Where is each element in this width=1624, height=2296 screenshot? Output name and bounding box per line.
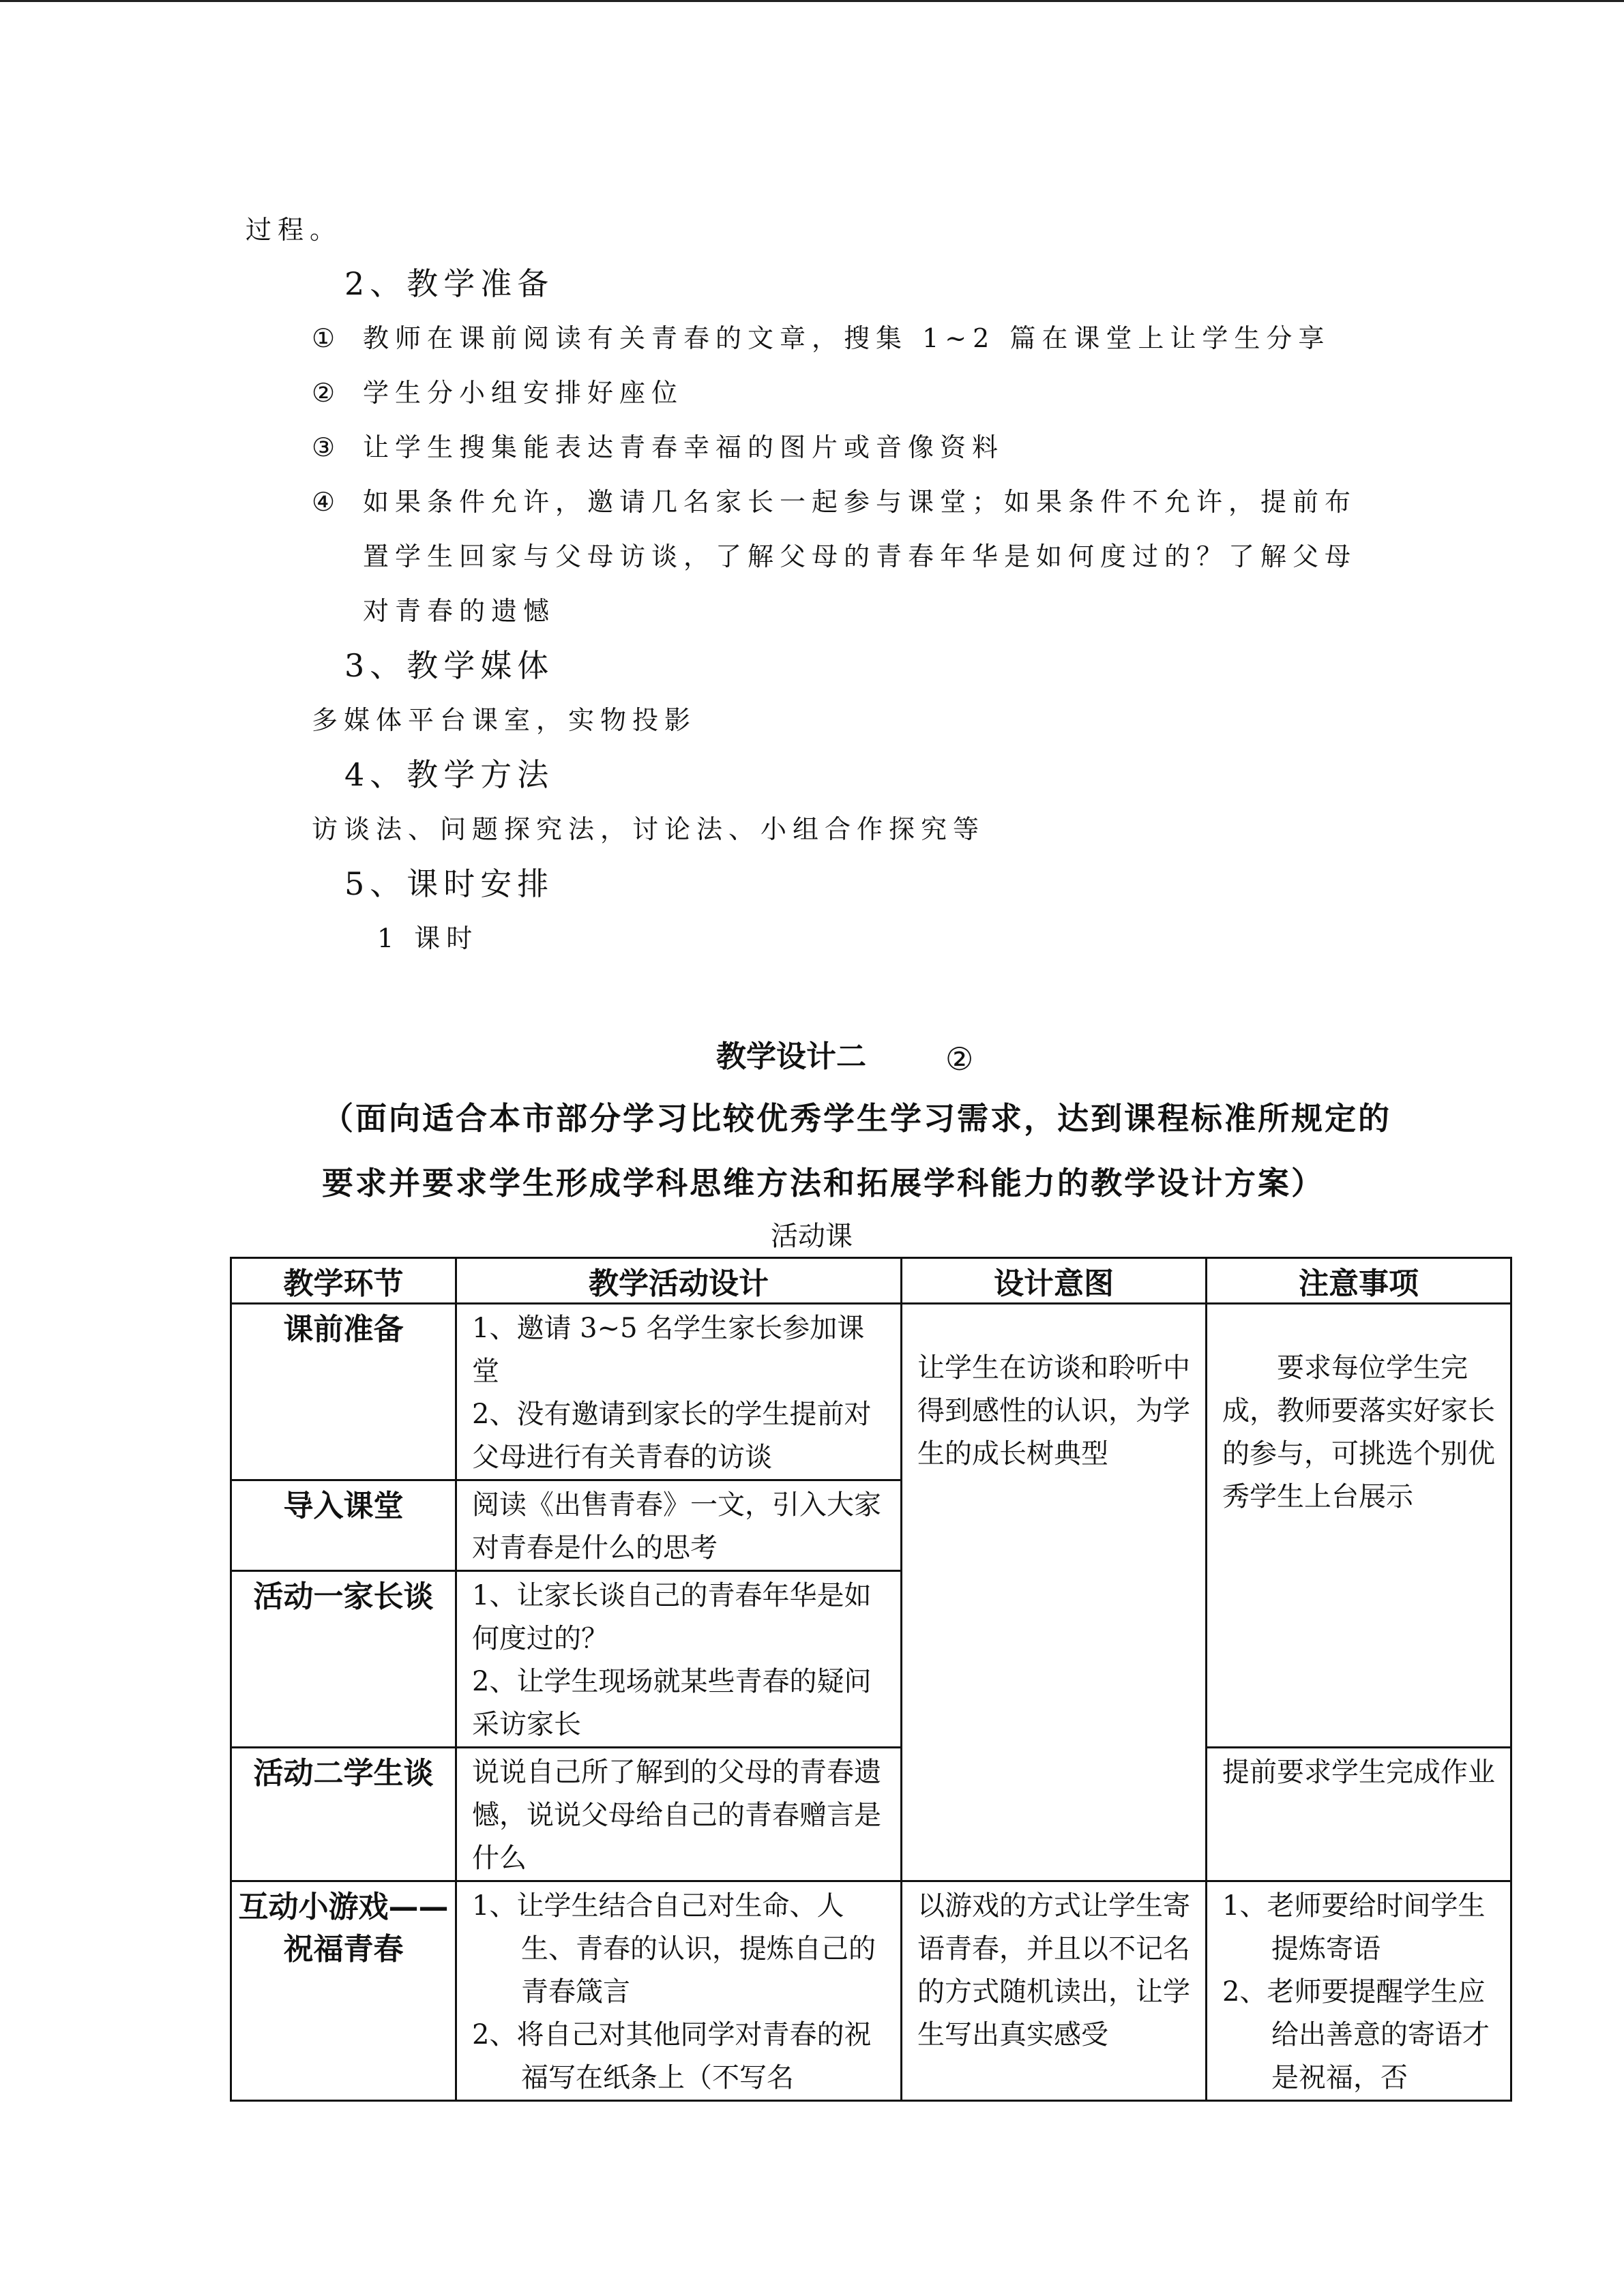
intent-cell — [902, 1304, 1207, 1881]
notes-cell — [1207, 1748, 1511, 1881]
section-heading-prep: 2、教学准备 — [344, 265, 555, 302]
section-heading-schedule: 5、课时安排 — [344, 865, 555, 902]
design-title-marker: ② — [945, 1041, 974, 1077]
section-heading-media: 3、教学媒体 — [344, 647, 555, 684]
table-caption: 活动课 — [771, 1221, 853, 1252]
activity-cell — [456, 1881, 902, 2101]
item-text: 老师要提醒学生应给出善意的寄语才是祝福，否 — [1267, 1976, 1490, 2093]
list-item: 让学生搜集能表达青春幸福的图片或音像资料 — [363, 432, 1005, 462]
design-title: 教学设计二 — [716, 1039, 866, 1074]
activity-cell — [456, 1480, 902, 1571]
intent-cell — [902, 1881, 1207, 2101]
activity-line: 2、让学生现场就某些青春的疑问采访家长 — [472, 1666, 872, 1740]
list-marker: ④ — [312, 487, 342, 517]
stage-label: 活动二学生谈 — [253, 1756, 434, 1791]
item-text: 老师要给时间学生提炼寄语 — [1267, 1890, 1486, 1965]
notes-text: 要求每位学生完成，教师要落实好家长的参与，可挑选个别优秀学生上台展示 — [1222, 1352, 1495, 1512]
stage-cell — [231, 1480, 456, 1571]
stage-cell — [231, 1881, 456, 2101]
column-header: 教学活动设计 — [456, 1258, 902, 1304]
notes-numbered-item — [1222, 1885, 1498, 1971]
column-header: 教学环节 — [231, 1258, 456, 1304]
notes-text: 提前要求学生完成作业 — [1222, 1757, 1495, 1788]
table-header-row — [231, 1258, 1511, 1304]
activity-cell — [456, 1304, 902, 1480]
stage-label: 活动一家长谈 — [253, 1579, 434, 1614]
stage-cell — [231, 1304, 456, 1480]
stage-cell — [231, 1571, 456, 1748]
list-item-continuation: 置学生回家与父母访谈，了解父母的青春年华是如何度过的？了解父母 — [363, 541, 1357, 571]
table-row — [231, 1304, 1511, 1480]
list-marker: ② — [312, 378, 342, 408]
continuation-text: 过程。 — [246, 215, 342, 245]
stage-label: 导入课堂 — [283, 1489, 404, 1523]
item-number: 2、 — [1222, 1976, 1267, 2008]
section-heading-method: 4、教学方法 — [344, 756, 555, 793]
item-text: 让学生结合自己对生命、人生、青春的认识，提炼自己的青春箴言 — [516, 1890, 876, 2008]
design-subtitle-line: 要求并要求学生形成学科思维方法和拓展学科能力的教学设计方案） — [322, 1165, 1325, 1202]
list-item: 学生分小组安排好座位 — [363, 378, 684, 408]
stage-label: 课前准备 — [283, 1312, 404, 1347]
list-item-continuation: 对青春的遗憾 — [363, 596, 556, 626]
intent-text: 以游戏的方式让学生寄语青春，并且以不记名的方式随机读出，让学生写出真实感受 — [917, 1890, 1190, 2051]
design-subtitle-line: （面向适合本市部分学习比较优秀学生学习需求，达到课程标准所规定的 — [322, 1100, 1391, 1137]
list-item: 教师在课前阅读有关青春的文章，搜集 1~2 篇在课堂上让学生分享 — [363, 323, 1331, 353]
column-header: 注意事项 — [1207, 1258, 1511, 1304]
notes-cell — [1207, 1304, 1511, 1748]
item-text: 将自己对其他同学对青春的祝福写在纸条上（不写名 — [516, 2019, 872, 2093]
table-row — [231, 1748, 1511, 1881]
notes-numbered-item — [1222, 1971, 1498, 2100]
stage-label: 互动小游戏——祝福青春 — [238, 1890, 449, 1967]
activity-numbered-item — [472, 1885, 888, 2014]
intent-text: 让学生在访谈和聆听中得到感性的认识，为学生的成长树典型 — [917, 1352, 1190, 1470]
page-top-border — [0, 0, 1624, 2]
section-text-schedule: 1 课时 — [377, 923, 479, 953]
item-number: 1、 — [1222, 1890, 1267, 1922]
section-text-media: 多媒体平台课室，实物投影 — [312, 705, 697, 735]
table-row — [231, 1881, 1511, 2101]
list-marker: ③ — [312, 432, 342, 462]
item-number: 1、 — [472, 1890, 517, 1922]
item-number: 2、 — [472, 2019, 517, 2051]
activity-cell — [456, 1571, 902, 1748]
activity-cell — [456, 1748, 902, 1881]
activity-line: 说说自己所了解到的父母的青春遗憾，说说父母给自己的青春赠言是什么 — [472, 1757, 881, 1874]
list-marker: ① — [312, 323, 342, 353]
notes-cell — [1207, 1881, 1511, 2101]
activity-line: 阅读《出售青春》一文，引入大家对青春是什么的思考 — [472, 1489, 881, 1564]
activity-line: 1、邀请 3~5 名学生家长参加课堂 — [472, 1313, 865, 1387]
activity-line: 2、没有邀请到家长的学生提前对父母进行有关青春的访谈 — [472, 1399, 872, 1473]
lesson-plan-table — [230, 1257, 1512, 2102]
activity-line: 1、让家长谈自己的青春年华是如何度过的？ — [472, 1580, 872, 1654]
activity-numbered-item — [472, 2014, 888, 2100]
section-text-method: 访谈法、问题探究法，讨论法、小组合作探究等 — [312, 814, 986, 844]
column-header: 设计意图 — [902, 1258, 1207, 1304]
stage-cell — [231, 1748, 456, 1881]
list-item: 如果条件允许，邀请几名家长一起参与课堂；如果条件不允许，提前布 — [363, 487, 1357, 517]
